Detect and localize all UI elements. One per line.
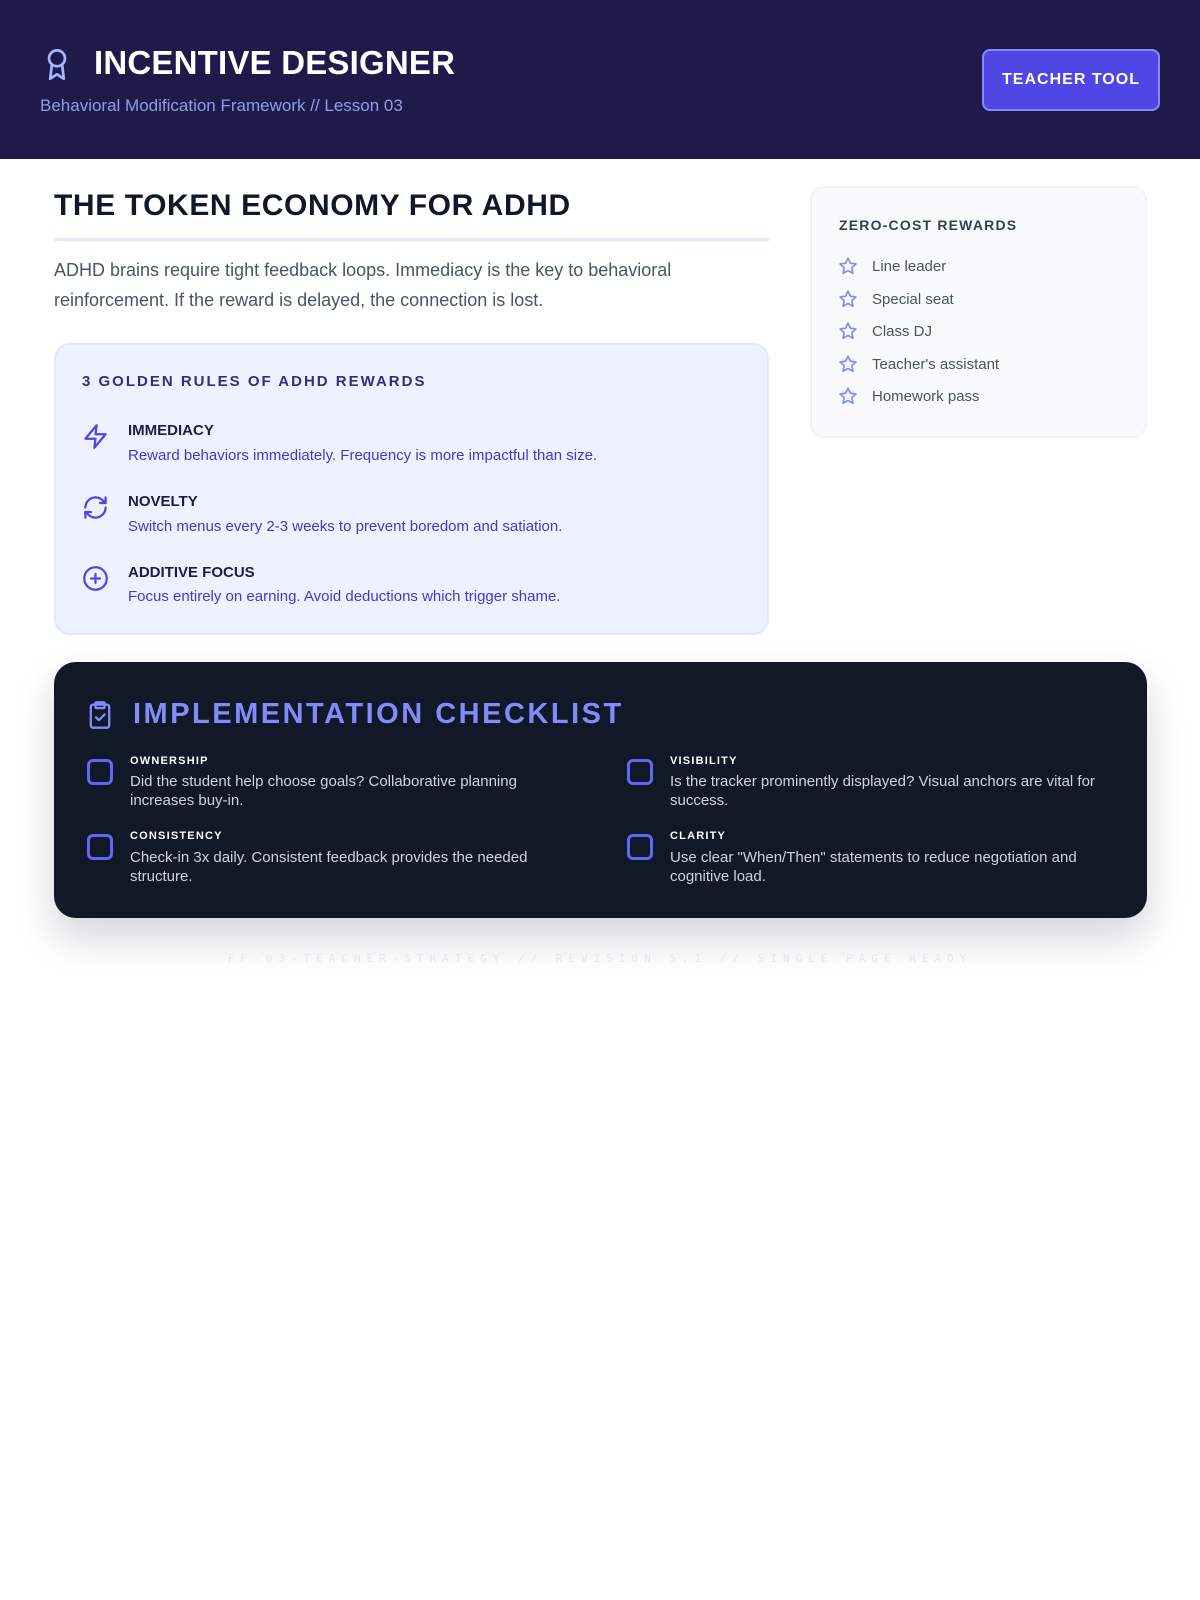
- page-title: THE TOKEN ECONOMY FOR ADHD: [54, 189, 571, 222]
- golden-rules-heading: 3 GOLDEN RULES OF ADHD REWARDS: [82, 373, 427, 390]
- footer-revision-text: FF-03-TEACHER-STRATEGY // REVISION 5.1 // SINGLE PAGE READY: [227, 952, 973, 965]
- reward-item: [838, 385, 980, 407]
- reward-label: Homework pass: [872, 387, 980, 405]
- reward-item: [838, 288, 954, 310]
- checklist-item-description: Did the student help choose goals? Collaborative planning increases buy-in.: [130, 773, 517, 809]
- rule-title: ADDITIVE FOCUS: [128, 564, 255, 581]
- checklist-item-description: Is the tracker prominently displayed? Visual anchors are vital for success.: [670, 773, 1095, 809]
- rule-title: NOVELTY: [128, 493, 198, 510]
- clarity-checkbox[interactable]: [627, 834, 653, 860]
- reward-item: [838, 353, 999, 375]
- checklist-item-label: CLARITY: [670, 830, 727, 842]
- checklist-title: IMPLEMENTATION CHECKLIST: [133, 698, 624, 730]
- refresh-icon: [82, 494, 109, 521]
- star-icon: [838, 256, 858, 276]
- title-divider: [54, 238, 769, 241]
- star-icon: [838, 321, 858, 341]
- star-icon: [838, 289, 858, 309]
- visibility-checkbox[interactable]: [627, 759, 653, 785]
- rule-description: Focus entirely on earning. Avoid deductions which trigger shame.: [128, 588, 561, 605]
- checklist-item-description: Use clear "When/Then" statements to reduce negotiation and cognitive load.: [670, 849, 1077, 885]
- reward-label: Teacher's assistant: [872, 355, 1000, 373]
- checklist-item-label: VISIBILITY: [670, 755, 738, 767]
- reward-label: Class DJ: [872, 322, 933, 340]
- lightning-icon: [82, 423, 109, 450]
- consistency-checkbox[interactable]: [87, 834, 113, 860]
- checklist-item-description: Check-in 3x daily. Consistent feedback provides the needed structure.: [130, 849, 528, 885]
- rule-description: Switch menus every 2-3 weeks to prevent boredom and satiation.: [128, 518, 563, 535]
- checklist-item-label: CONSISTENCY: [130, 830, 223, 842]
- clipboard-check-icon: [86, 700, 114, 730]
- app-title: INCENTIVE DESIGNER: [94, 44, 456, 81]
- rule-title: IMMEDIACY: [128, 422, 214, 439]
- reward-item: [838, 255, 946, 277]
- award-icon: [43, 47, 71, 81]
- reward-label: Special seat: [872, 290, 954, 308]
- checklist-item-label: OWNERSHIP: [130, 755, 209, 767]
- intro-paragraph: ADHD brains require tight feedback loops. Immediacy is the key to behavioral reinforcement. If the reward is delayed, the connection is lost.: [54, 260, 672, 310]
- reward-label: Line leader: [872, 257, 947, 275]
- app-subtitle: Behavioral Modification Framework // Lesson 03: [40, 96, 403, 115]
- plus-circle-icon: [82, 565, 109, 592]
- reward-item: [838, 320, 932, 342]
- zero-cost-rewards-heading: ZERO-COST REWARDS: [839, 217, 1018, 233]
- star-icon: [838, 386, 858, 406]
- ownership-checkbox[interactable]: [87, 759, 113, 785]
- teacher-tool-button[interactable]: TEACHER TOOL: [982, 49, 1160, 111]
- star-icon: [838, 354, 858, 374]
- rule-description: Reward behaviors immediately. Frequency is more impactful than size.: [128, 447, 598, 464]
